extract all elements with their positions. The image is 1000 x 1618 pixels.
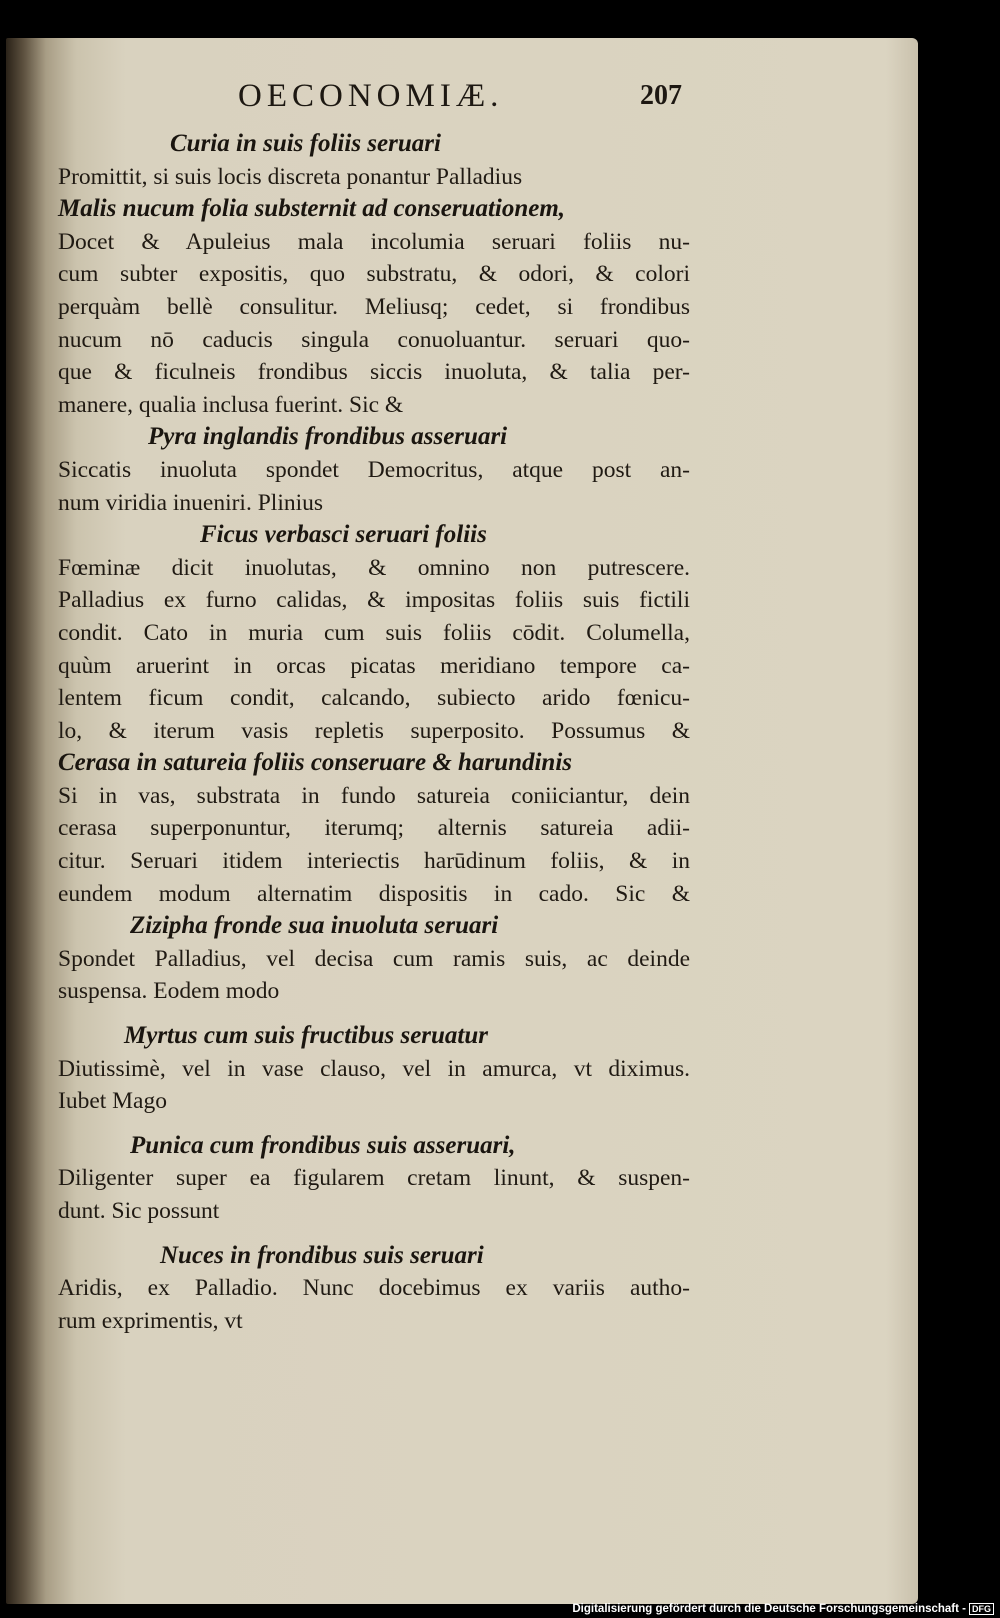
line-gap [58, 1008, 690, 1020]
section-heading: Curia in suis foliis seruari [170, 130, 441, 157]
text-line: Spondet Palladius, vel decisa cum ramis suis, ac deinde [58, 945, 690, 972]
text-line: Docet & Apuleius mala incolumia seruari foliis nu- [58, 228, 690, 255]
text-line: Promittit, si suis locis discreta ponantur Palladius [58, 163, 523, 190]
line-gap [58, 1118, 690, 1130]
text-line: cerasa superponuntur, iterumq; alternis satureia adii- [58, 815, 690, 842]
text-line: Aridis, ex Palladio. Nunc docebimus ex variis autho- [58, 1275, 690, 1302]
digitization-credit [572, 1603, 994, 1615]
section-heading: Myrtus cum suis fructibus seruatur [124, 1022, 489, 1050]
section-heading: Ficus verbasci seruari foliis [200, 521, 487, 549]
text-line: Diligenter super ea figularem cretam linunt, & suspen- [58, 1165, 690, 1192]
credit-text: Digitalisierung gefördert durch die Deutsche Forschungsgemeinschaft - [572, 1603, 966, 1615]
text-line: cum subter expositis, quo substratu, & odori, & colori [58, 261, 690, 288]
section-heading: Punica cum frondibus suis asseruari, [130, 1131, 516, 1159]
line-gap [58, 1228, 690, 1240]
text-line: manere, qualia inclusa fuerint. Sic & [58, 391, 404, 418]
page-number: 207 [640, 80, 682, 111]
text-line: Diutissimè, vel in vase clauso, vel in amurca, vt diximus. [58, 1055, 690, 1082]
text-line: citur. Seruari itidem interiectis harūdinum foliis, & in [58, 848, 690, 875]
body-text [58, 128, 690, 1337]
text-line: nucum nō caducis singula conuoluantur. seruari quo- [58, 326, 690, 353]
text-line: lo, & iterum vasis repletis superposito. Possumus & [58, 717, 690, 744]
section-heading: Malis nucum folia substernit ad conseruationem, [58, 195, 566, 223]
text-line: Palladius ex furno calidas, & impositas foliis suis fictili [58, 587, 690, 614]
text-line: rum exprimentis, vt [58, 1307, 243, 1334]
text-line: perquàm bellè consulitur. Meliusq; cedet, si frondibus [58, 293, 690, 320]
text-line: lentem ficum condit, calcando, subiecto arido fœnicu- [58, 685, 690, 712]
dfg-logo: DFG [969, 1603, 994, 1615]
running-head: OECONOMIÆ. [238, 78, 504, 114]
section-heading: Cerasa in satureia foliis conseruare & harundinis [58, 749, 573, 777]
text-line: Si in vas, substrata in fundo satureia coniiciantur, dein [58, 782, 690, 809]
text-line: eundem modum alternatim dispositis in cado. Sic & [58, 880, 690, 907]
section-heading: Nuces in frondibus suis seruari [160, 1241, 484, 1269]
text-line: dunt. Sic possunt [58, 1198, 220, 1224]
section-heading: Pyra inglandis frondibus asseruari [148, 423, 508, 451]
text-line: Siccatis inuoluta spondet Democritus, atque post an- [58, 456, 690, 483]
text-line: suspensa. Eodem modo [58, 978, 280, 1005]
text-line: num viridia inueniri. Plinius [58, 489, 324, 516]
text-line: Iubet Mago [58, 1088, 167, 1115]
text-line: quùm aruerint in orcas picatas meridiano tempore ca- [58, 652, 690, 679]
text-line: condit. Cato in muria cum suis foliis cōdit. Columella, [58, 619, 690, 646]
text-line: Fœminæ dicit inuolutas, & omnino non putrescere. [58, 554, 690, 581]
section-heading: Zizipha fronde sua inuoluta seruari [130, 912, 499, 940]
text-line: que & ficulneis frondibus siccis inuoluta, & talia per- [58, 359, 690, 386]
